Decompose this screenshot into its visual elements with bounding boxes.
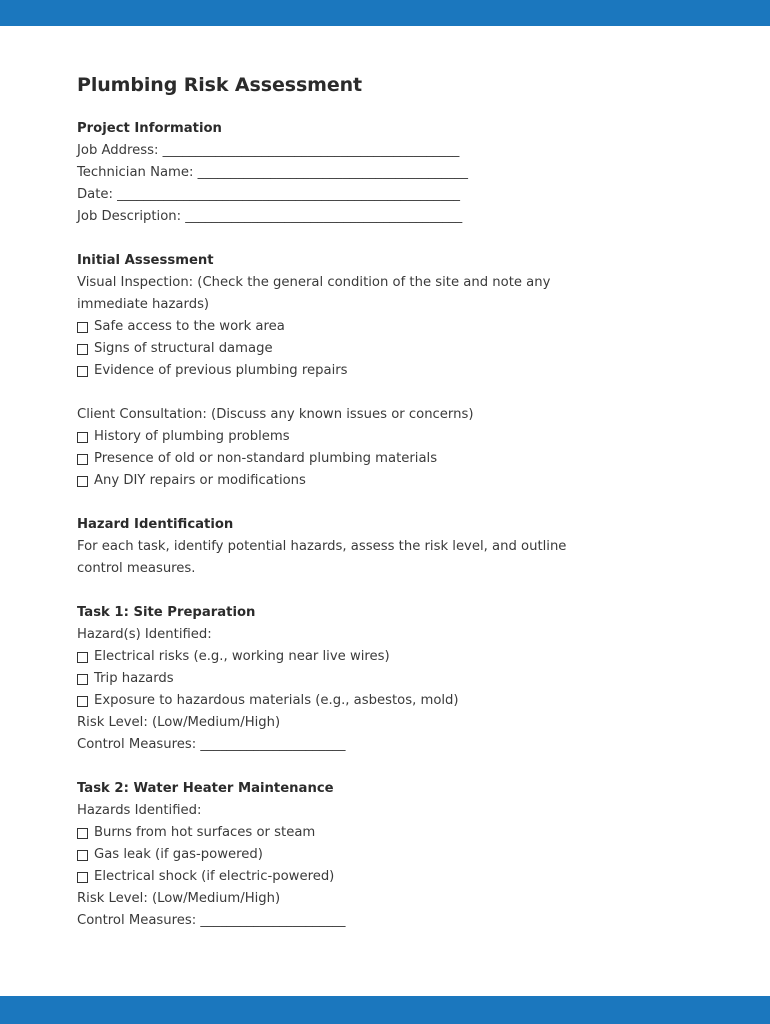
checkbox-item[interactable] <box>77 866 597 888</box>
checkbox-item[interactable] <box>77 448 597 470</box>
hazards-label: Hazard(s) Identified: <box>77 627 212 642</box>
hazards-label: Hazards Identified: <box>77 803 202 818</box>
checkbox-item[interactable] <box>77 646 597 668</box>
checkbox[interactable] <box>77 828 88 839</box>
checkbox-label: Burns from hot surfaces or steam <box>94 825 316 840</box>
checkbox-item[interactable] <box>77 338 597 360</box>
section-heading: Project Information <box>77 121 222 136</box>
risk-level-text: Risk Level: (Low/Medium/High) <box>77 715 281 730</box>
checkbox[interactable] <box>77 872 88 883</box>
job-address-field[interactable]: Job Address: _____________________________________________ <box>77 143 460 158</box>
checkbox-label: Trip hazards <box>94 671 174 686</box>
control-measures-field[interactable]: Control Measures: ______________________ <box>77 913 346 928</box>
section-heading: Initial Assessment <box>77 253 214 268</box>
checkbox-label: Evidence of previous plumbing repairs <box>94 363 348 378</box>
checkbox[interactable] <box>77 674 88 685</box>
project-information-section <box>77 118 597 228</box>
job-description-field[interactable]: Job Description: __________________________________________ <box>77 209 463 224</box>
footer-bar <box>0 996 770 1024</box>
checkbox[interactable] <box>77 652 88 663</box>
control-measures-field[interactable]: Control Measures: ______________________ <box>77 737 346 752</box>
initial-assessment-section <box>77 250 597 492</box>
checkbox-label: Exposure to hazardous materials (e.g., asbestos, mold) <box>94 693 459 708</box>
page-title: Plumbing Risk Assessment <box>77 74 363 96</box>
checkbox-label: Presence of old or non-standard plumbing materials <box>94 451 438 466</box>
checkbox-label: Signs of structural damage <box>94 341 273 356</box>
checkbox[interactable] <box>77 696 88 707</box>
checkbox[interactable] <box>77 366 88 377</box>
checkbox-item[interactable] <box>77 822 597 844</box>
risk-level-text: Risk Level: (Low/Medium/High) <box>77 891 281 906</box>
checkbox-item[interactable] <box>77 668 597 690</box>
checkbox-item[interactable] <box>77 844 597 866</box>
checkbox[interactable] <box>77 432 88 443</box>
checkbox[interactable] <box>77 476 88 487</box>
task2-section <box>77 778 597 932</box>
checkbox-item[interactable] <box>77 470 597 492</box>
checkbox-item[interactable] <box>77 690 597 712</box>
checkbox[interactable] <box>77 850 88 861</box>
checkbox-item[interactable] <box>77 360 597 382</box>
document-page <box>77 70 597 932</box>
hazard-identification-section <box>77 514 597 580</box>
checkbox[interactable] <box>77 454 88 465</box>
technician-name-field[interactable]: Technician Name: _________________________________________ <box>77 165 468 180</box>
checkbox[interactable] <box>77 322 88 333</box>
task-heading: Task 1: Site Preparation <box>77 605 256 620</box>
task-heading: Task 2: Water Heater Maintenance <box>77 781 334 796</box>
checkbox[interactable] <box>77 344 88 355</box>
checkbox-item[interactable] <box>77 316 597 338</box>
section-heading: Hazard Identification <box>77 517 234 532</box>
header-bar <box>0 0 770 26</box>
checkbox-label: Electrical shock (if electric-powered) <box>94 869 335 884</box>
visual-inspection-text: Visual Inspection: (Check the general condition of the site and note any immediate hazards) <box>77 275 551 312</box>
checkbox-item[interactable] <box>77 426 597 448</box>
checkbox-label: Safe access to the work area <box>94 319 285 334</box>
hazard-instructions-text: For each task, identify potential hazards, assess the risk level, and outline control measures. <box>77 539 567 576</box>
checkbox-label: Any DIY repairs or modifications <box>94 473 306 488</box>
task1-section <box>77 602 597 756</box>
client-consultation-text: Client Consultation: (Discuss any known issues or concerns) <box>77 407 474 422</box>
checkbox-label: Gas leak (if gas-powered) <box>94 847 263 862</box>
date-field[interactable]: Date: ____________________________________________________ <box>77 187 461 202</box>
checkbox-label: History of plumbing problems <box>94 429 290 444</box>
checkbox-label: Electrical risks (e.g., working near live wires) <box>94 649 390 664</box>
